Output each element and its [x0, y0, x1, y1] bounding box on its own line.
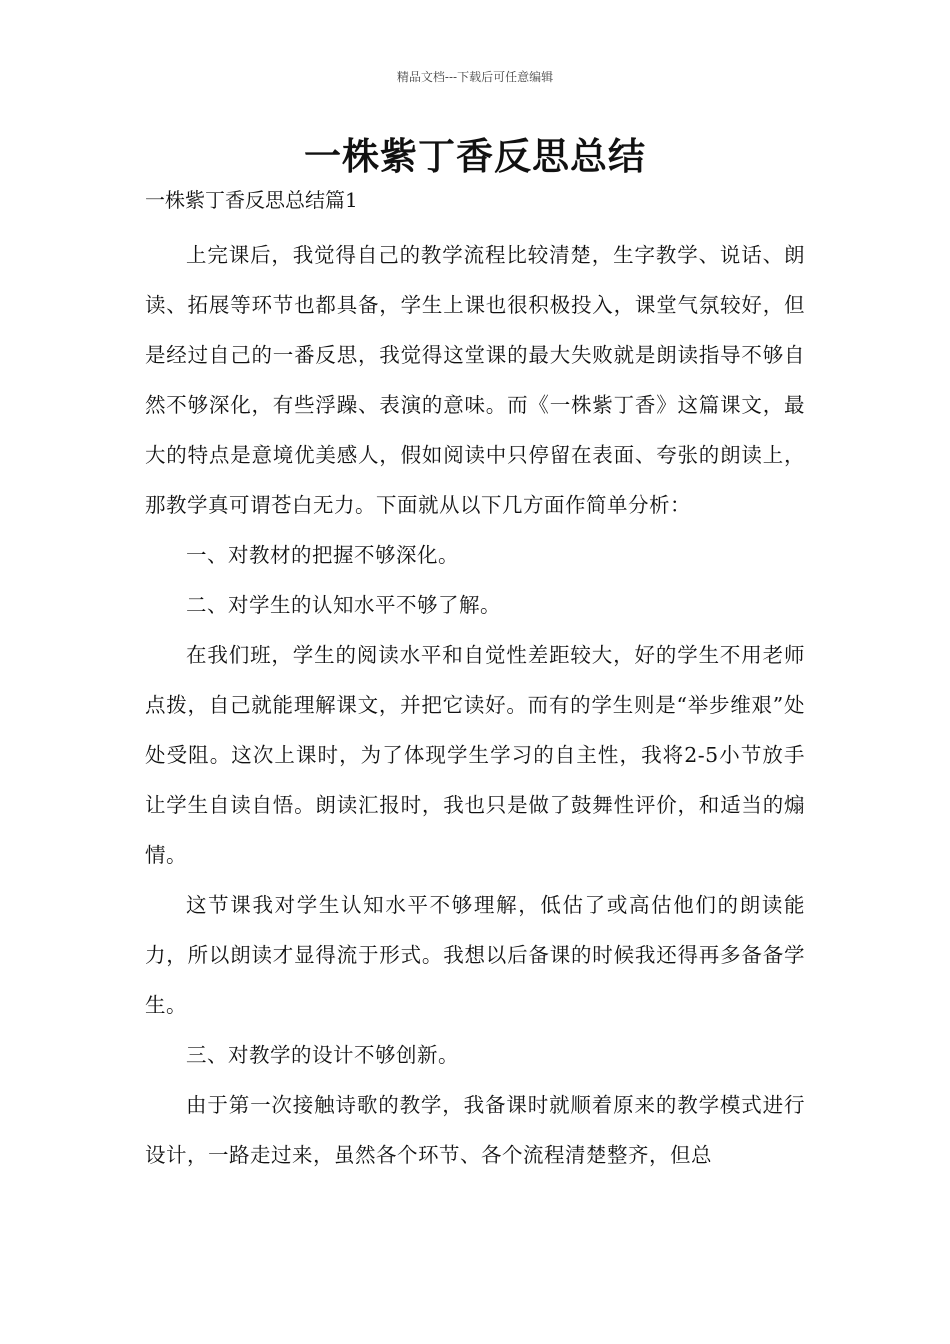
paragraph-point-two: 二、对学生的认知水平不够了解。: [186, 593, 501, 617]
paragraph-point-three: 三、对教学的设计不够创新。: [186, 1043, 459, 1067]
paragraph-class-situation: 在我们班，学生的阅读水平和自觉性差距较大，好的学生不用老师点拨，自己就能理解课文，并把它读好。而有的学生则是“举步维艰”处处受阻。这次上课时，为了体现学生学习的自主性，我将2-5小节放手让学生自读自悟。朗读汇报时，我也只是做了鼓舞性评价，和适当的煽情。: [145, 643, 805, 867]
header-note: 精品文档---下载后可任意编辑: [396, 70, 554, 84]
paragraph-point-one: 一、对教材的把握不够深化。: [186, 543, 459, 567]
paragraph-intro: 上完课后，我觉得自己的教学流程比较清楚，生字教学、说话、朗读、拓展等环节也都具备，学生上课也很积极投入，课堂气氛较好，但是经过自己的一番反思，我觉得这堂课的最大失败就是朗读指导不够自然不够深化，有些浮躁、表演的意味。而《一株紫丁香》这篇课文，最大的特点是意境优美感人，假如阅读中只停留在表面、夸张的朗读上，那教学真可谓苍白无力。下面就从以下几方面作简单分析：: [145, 243, 805, 517]
document-title: 一株紫丁香反思总结: [304, 135, 646, 178]
document-subtitle: 一株紫丁香反思总结篇1: [145, 188, 358, 212]
document-body: [145, 230, 805, 1180]
paragraph-design: 由于第一次接触诗歌的教学，我备课时就顺着原来的教学模式进行设计，一路走过来，虽然各个环节、各个流程清楚整齐，但总: [145, 1093, 805, 1167]
paragraph-reflection: 这节课我对学生认知水平不够理解，低估了或高估他们的朗读能力，所以朗读才显得流于形式。我想以后备课的时候我还得再多备备学生。: [145, 893, 805, 1017]
